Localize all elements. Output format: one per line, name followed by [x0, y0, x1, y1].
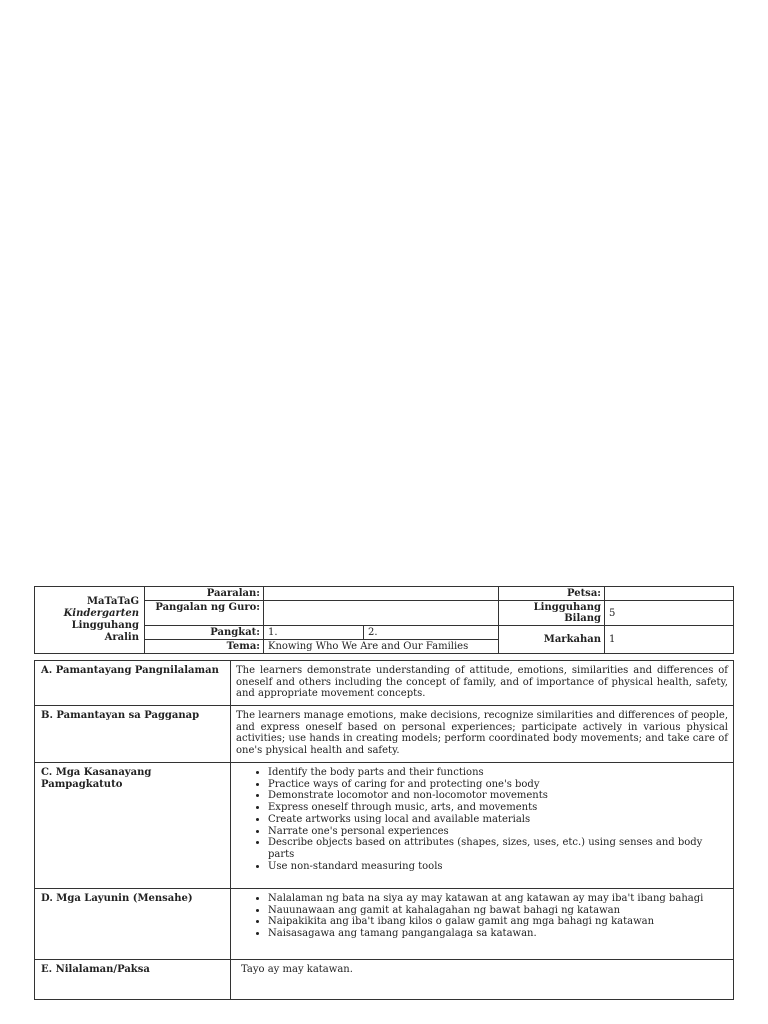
section-a-row	[35, 661, 734, 706]
tema-label: Tema:	[145, 640, 264, 654]
section-b-row	[35, 706, 734, 763]
brand-line-3: Lingguhang Aralin	[71, 620, 139, 643]
guro-label: Pangalan ng Guro:	[145, 601, 264, 626]
list-item: • Identify the body parts and their functions	[268, 767, 728, 779]
section-c-row	[35, 763, 734, 889]
petsa-value	[605, 587, 734, 601]
list-item: • Nauunawaan ang gamit at kahalagahan ng bawat bahagi ng katawan	[268, 905, 728, 917]
list-item: • Describe objects based on attributes (shapes, sizes, uses, etc.) using senses and body parts	[268, 837, 728, 860]
section-b-text: The learners manage emotions, make decisions, recognize similarities and differences of people, and express oneself based on personal experiences; participate actively in various physical activities; use hands in creating models; perform coordinated body movements; and take care of one's physical health and safety.	[231, 706, 734, 763]
list-item: • Narrate one's personal experiences	[268, 826, 728, 838]
section-b-title: B. Pamantayan sa Pagganap	[35, 706, 231, 763]
section-d-row	[35, 889, 734, 960]
list-item: • Naipakikita ang iba't ibang kilos o galaw gamit ang mga bahagi ng katawan	[268, 916, 728, 928]
section-a-title: A. Pamantayang Pangnilalaman	[35, 661, 231, 706]
section-c-list-cell	[231, 763, 734, 889]
paaralan-label: Paaralan:	[145, 587, 264, 601]
list-item: • Use non-standard measuring tools	[268, 861, 728, 873]
brand-line-1: MaTaTaG	[86, 596, 139, 607]
section-d-list-cell	[231, 889, 734, 960]
lesson-header-table	[34, 586, 734, 654]
pangkat-label: Pangkat:	[145, 626, 264, 640]
pangkat-2: 2.	[364, 626, 499, 640]
guro-value	[264, 601, 499, 626]
section-e-row	[35, 960, 734, 1000]
section-e-text: Tayo ay may katawan.	[231, 960, 734, 1000]
markahan-value: 1	[605, 626, 734, 654]
section-e-title: E. Nilalaman/Paksa	[35, 960, 231, 1000]
section-c-list	[236, 767, 728, 872]
list-item: • Create artworks using local and available materials	[268, 814, 728, 826]
pangkat-1: 1.	[264, 626, 364, 640]
list-item: • Practice ways of caring for and protecting one's body	[268, 779, 728, 791]
lingguhang-bilang-label: Lingguhang Bilang	[499, 601, 605, 626]
program-brand	[35, 587, 145, 654]
brand-line-2: Kindergarten	[63, 608, 139, 619]
list-item: • Demonstrate locomotor and non-locomotor movements	[268, 790, 728, 802]
section-d-title: D. Mga Layunin (Mensahe)	[35, 889, 231, 960]
section-c-title: C. Mga Kasanayang Pampagkatuto	[35, 763, 231, 889]
petsa-label: Petsa:	[499, 587, 605, 601]
lingguhang-bilang-value: 5	[605, 601, 734, 626]
paaralan-value	[264, 587, 499, 601]
list-item: • Nalalaman ng bata na siya ay may katawan at ang katawan ay may iba't ibang bahagi	[268, 893, 728, 905]
section-d-list	[236, 893, 728, 940]
markahan-label: Markahan	[499, 626, 605, 654]
list-item: • Naisasagawa ang tamang pangangalaga sa katawan.	[268, 928, 728, 940]
section-a-text: The learners demonstrate understanding of attitude, emotions, similarities and differences of oneself and others including the concept of family, and of importance of physical health, safety, and appropriate movement concepts.	[231, 661, 734, 706]
list-item: • Express oneself through music, arts, and movements	[268, 802, 728, 814]
lesson-content-table	[34, 660, 734, 1000]
tema-value: Knowing Who We Are and Our Families	[264, 640, 499, 654]
